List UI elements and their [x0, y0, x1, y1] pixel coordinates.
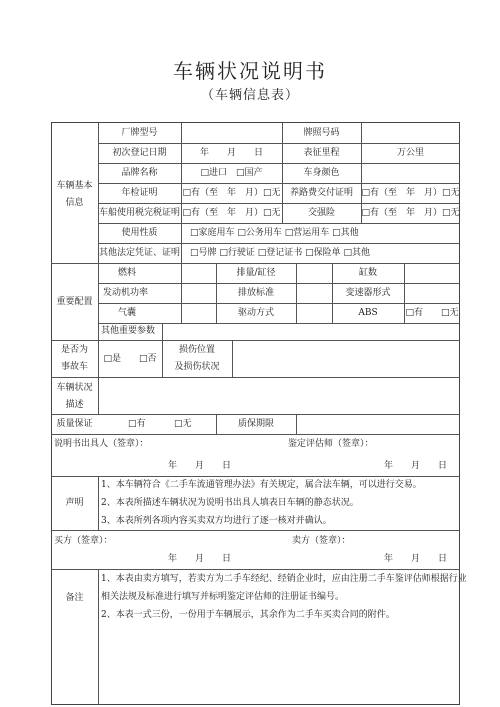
col-line: [162, 323, 163, 340]
field-odometer[interactable]: 万公里: [396, 148, 424, 158]
section-line: [51, 434, 460, 435]
inspection-cert-checkbox[interactable]: □有（至 年 月）□无: [182, 188, 281, 198]
basic-info-label-2: 信息: [65, 198, 84, 208]
label-drive: 驱动方式: [237, 308, 274, 318]
row-line: [98, 183, 460, 184]
statement-line-1: 1、本车辆符合《二手车流通管理办法》有关规定，属合法车辆，可以进行交易。: [101, 480, 422, 490]
section-line: [51, 414, 460, 415]
label-usage: 使用性质: [121, 228, 158, 238]
col-line: [296, 414, 297, 434]
usage-checkbox-group[interactable]: □家庭用车 □公务用车 □营运用车 □其他: [190, 228, 359, 238]
warranty-label: 质量保证: [56, 419, 93, 429]
section-line: [51, 263, 460, 264]
notes-label: 备注: [65, 593, 84, 603]
note-line-2: 2、本表一式三份，一份用于车辆展示，其余作为二手车买卖合同的附件。: [101, 610, 395, 620]
label-inspection-cert: 年检证明: [121, 188, 158, 198]
col-line: [98, 476, 99, 530]
label-other-docs: 其他法定凭证、证明: [98, 248, 180, 258]
section-line: [51, 530, 460, 531]
label-odometer: 表征里程: [303, 148, 340, 158]
statement-line-3: 3、本表所列各项内容买卖双方均进行了逐一核对并确认。: [101, 516, 332, 526]
label-cylinders: 缸数: [358, 268, 377, 278]
field-first-reg-date[interactable]: 年 月 日: [199, 148, 263, 158]
seller-date: 年 月 日: [384, 554, 448, 564]
other-docs-checkbox-group[interactable]: □号牌 □行驶证 □登记证书 □保险单 □其他: [190, 248, 370, 258]
row-line: [98, 303, 460, 304]
warranty-has-checkbox[interactable]: □有: [128, 419, 146, 429]
label-toll-cert: 养路费交付证明: [289, 188, 353, 198]
row-line: [98, 223, 460, 224]
section-line: [51, 569, 460, 570]
label-warranty-period: 质保期限: [237, 419, 274, 429]
row-line: [98, 203, 460, 204]
label-abs: ABS: [358, 308, 378, 318]
label-plate-no: 牌照号码: [303, 128, 340, 138]
section-line: [51, 377, 460, 378]
toll-cert-checkbox[interactable]: □有（至 年 月）□无: [361, 188, 460, 198]
note-line-1b: 相关法规及标准进行填写并标明鉴定评估师的注册证书编号。: [101, 592, 345, 602]
section-line: [51, 340, 460, 341]
label-body-color: 车身颜色: [303, 168, 340, 178]
label-fuel: 燃料: [118, 268, 137, 278]
label-vessel-tax-cert: 车船使用税完税证明: [98, 208, 180, 218]
label-engine-power: 发动机功率: [103, 288, 149, 298]
import-domestic-checkbox[interactable]: □进口 □国产: [200, 168, 263, 178]
col-line: [98, 122, 99, 414]
col-line: [181, 223, 182, 263]
config-label: 重要配置: [56, 297, 93, 307]
label-emission: 排放标准: [237, 288, 274, 298]
warranty-none-checkbox[interactable]: □无: [174, 419, 192, 429]
row-line: [98, 243, 460, 244]
accident-label: 是否为: [60, 345, 88, 355]
condition-label-2: 描述: [65, 400, 84, 410]
label-damage-2: 及损伤状况: [174, 362, 220, 372]
note-line-1: 1、本表由卖方填写，若卖方为二手车经纪、经销企业时，应由注册二手车鉴评估师根据行业: [101, 574, 467, 584]
col-line: [98, 569, 99, 705]
row-line: [98, 143, 460, 144]
label-seller: 卖方（签章）：: [292, 536, 351, 546]
col-line: [296, 263, 297, 323]
abs-checkbox[interactable]: □有 □无: [405, 308, 459, 318]
row-line: [98, 163, 460, 164]
page-title: 车辆状况说明书: [173, 59, 327, 83]
statement-label: 声明: [65, 498, 84, 508]
vessel-tax-checkbox[interactable]: □有（至 年 月）□无: [182, 208, 281, 218]
col-line: [232, 340, 233, 377]
label-buyer: 买方（签章）：: [54, 536, 113, 546]
label-damage: 损伤位置: [178, 345, 215, 355]
label-brand-name: 品牌名称: [121, 168, 158, 178]
row-line: [98, 283, 460, 284]
label-airbag: 气囊: [118, 308, 137, 318]
label-insurance: 交强险: [307, 208, 335, 218]
condition-label: 车辆状况: [56, 383, 93, 393]
statement-line-2: 2、本表所描述车辆状况为说明书出具人填表日车辆的静态状况。: [101, 498, 359, 508]
basic-info-label: 车辆基本: [56, 181, 93, 191]
issuer-date: 年 月 日: [168, 461, 232, 471]
buyer-date: 年 月 日: [168, 554, 232, 564]
label-issuer: 说明书出具人（签章）：: [54, 439, 149, 449]
page-subtitle: （车辆信息表）: [200, 88, 299, 103]
insurance-checkbox[interactable]: □有（至 年 月）□无: [361, 208, 460, 218]
row-line: [98, 323, 460, 324]
label-transmission: 变速器形式: [345, 288, 391, 298]
label-brand-model: 厂牌型号: [121, 128, 158, 138]
accident-checkbox[interactable]: □是 □否: [103, 354, 157, 364]
label-first-reg-date: 初次登记日期: [112, 148, 167, 158]
col-line: [181, 263, 182, 323]
label-displacement: 排量/缸径: [236, 268, 276, 278]
section-line: [51, 476, 460, 477]
accident-label-2: 事故车: [60, 362, 88, 372]
appraiser-date: 年 月 日: [384, 461, 448, 471]
label-appraiser: 鉴定评估师（签章）：: [288, 439, 374, 449]
label-other-params: 其他重要参数: [101, 326, 156, 336]
